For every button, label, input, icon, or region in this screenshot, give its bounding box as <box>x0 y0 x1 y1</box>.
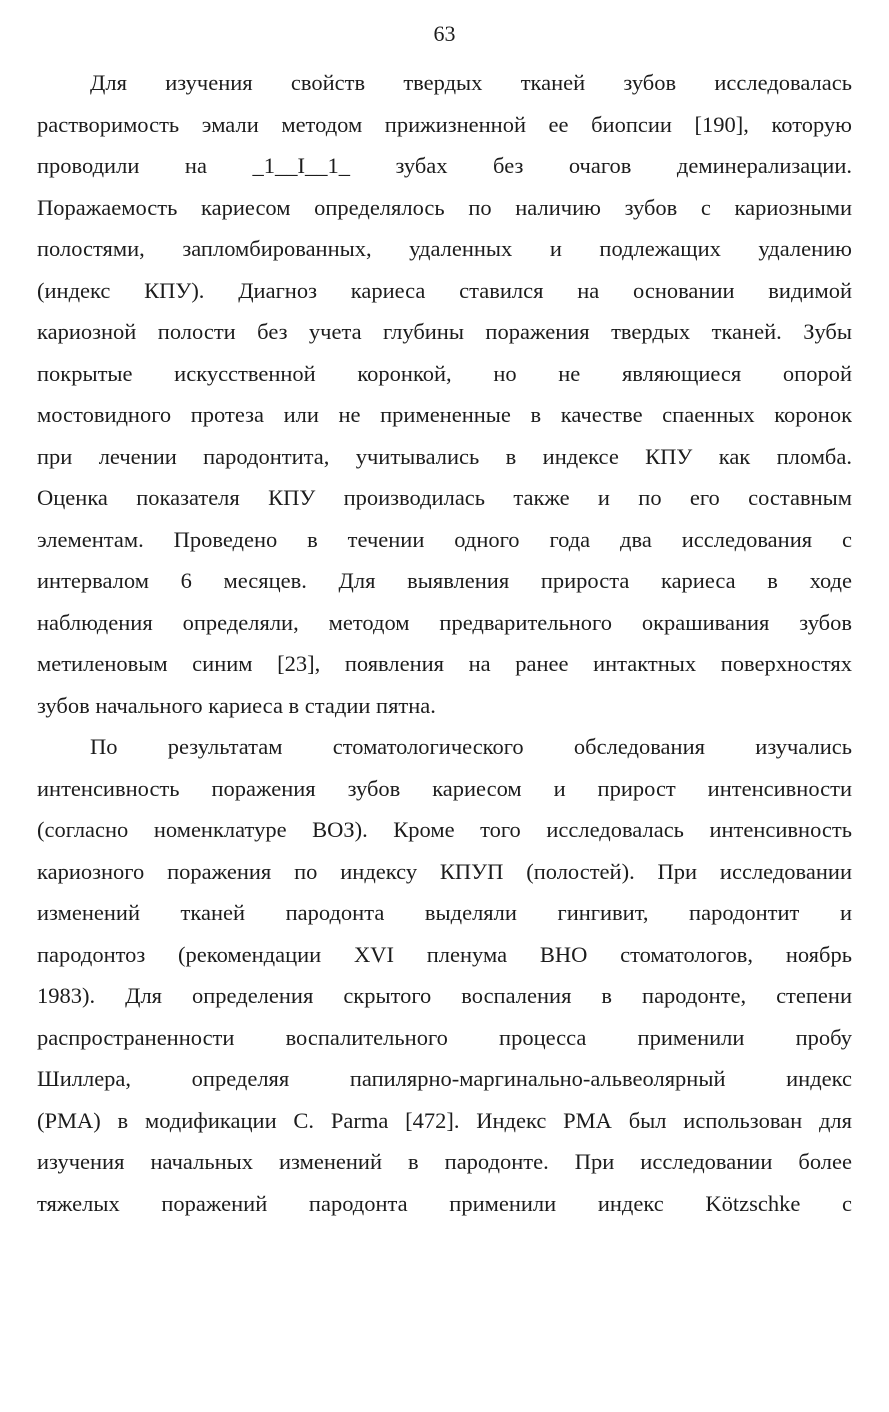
text-line: Для изучения свойств твердых тканей зубов исследовалась <box>90 70 852 95</box>
text-line: элементам. Проведено в течении одного года два исследования с <box>37 526 852 552</box>
text-line: (РМА) в модификации С. Parma [472]. Индекс РМА был использован для <box>37 1107 852 1133</box>
text-line: интенсивность поражения зубов кариесом и прирост интенсивности <box>37 775 852 801</box>
text-line: проводили на _1__I__1_ зубах без очагов деминерализации. <box>37 153 852 178</box>
text-line: По результатам стоматологического обследования изучались <box>90 734 852 759</box>
body-text <box>37 62 852 1224</box>
text-line: Шиллера, определяя папилярно-маргинально-альвеолярный индекс <box>37 1066 852 1091</box>
text-line: 1983). Для определения скрытого воспаления в пародонте, степени <box>37 983 852 1008</box>
text-line: интервалом 6 месяцев. Для выявления прироста кариеса в ходе <box>37 568 852 593</box>
paragraph-1 <box>37 62 852 726</box>
text-line: изучения начальных изменений в пародонте. При исследовании более <box>37 1149 852 1174</box>
text-line: кариозной полости без учета глубины поражения твердых тканей. Зубы <box>37 319 852 344</box>
text-line: Поражаемость кариесом определялось по наличию зубов с кариозными <box>37 194 852 220</box>
text-line: пародонтоз (рекомендации XVI пленума ВНО стоматологов, ноябрь <box>37 941 852 967</box>
paragraph-2 <box>37 726 852 1224</box>
text-line: полостями, запломбированных, удаленных и подлежащих удалению <box>37 236 852 261</box>
text-line: Оценка показателя КПУ производилась также и по его составным <box>37 485 852 510</box>
text-line: (индекс КПУ). Диагноз кариеса ставился на основании видимой <box>37 277 852 303</box>
text-line: растворимость эмали методом прижизненной ее биопсии [190], которую <box>37 111 852 137</box>
text-line: при лечении пародонтита, учитывались в индексе КПУ как пломба. <box>37 443 852 469</box>
text-line: наблюдения определяли, методом предварительного окрашивания зубов <box>37 609 852 635</box>
page-number: 63 <box>433 21 456 46</box>
text-line: мостовидного протеза или не примененные в качестве спаенных коронок <box>37 402 852 427</box>
text-line: (согласно номенклатуре ВОЗ). Кроме того исследовалась интенсивность <box>37 817 852 842</box>
text-line: кариозного поражения по индексу КПУП (полостей). При исследовании <box>37 858 852 884</box>
text-line: метиленовым синим [23], появления на ранее интактных поверхностях <box>37 651 852 676</box>
text-line: покрытые искусственной коронкой, но не являющиеся опорой <box>37 360 852 386</box>
text-line: зубов начального кариеса в стадии пятна. <box>37 692 436 718</box>
text-line: тяжелых поражений пародонта применили индекс Kötzschke с <box>37 1190 852 1216</box>
text-line: распространенности воспалительного процесса применили пробу <box>37 1024 852 1050</box>
text-line: изменений тканей пародонта выделяли гингивит, пародонтит и <box>37 900 852 925</box>
